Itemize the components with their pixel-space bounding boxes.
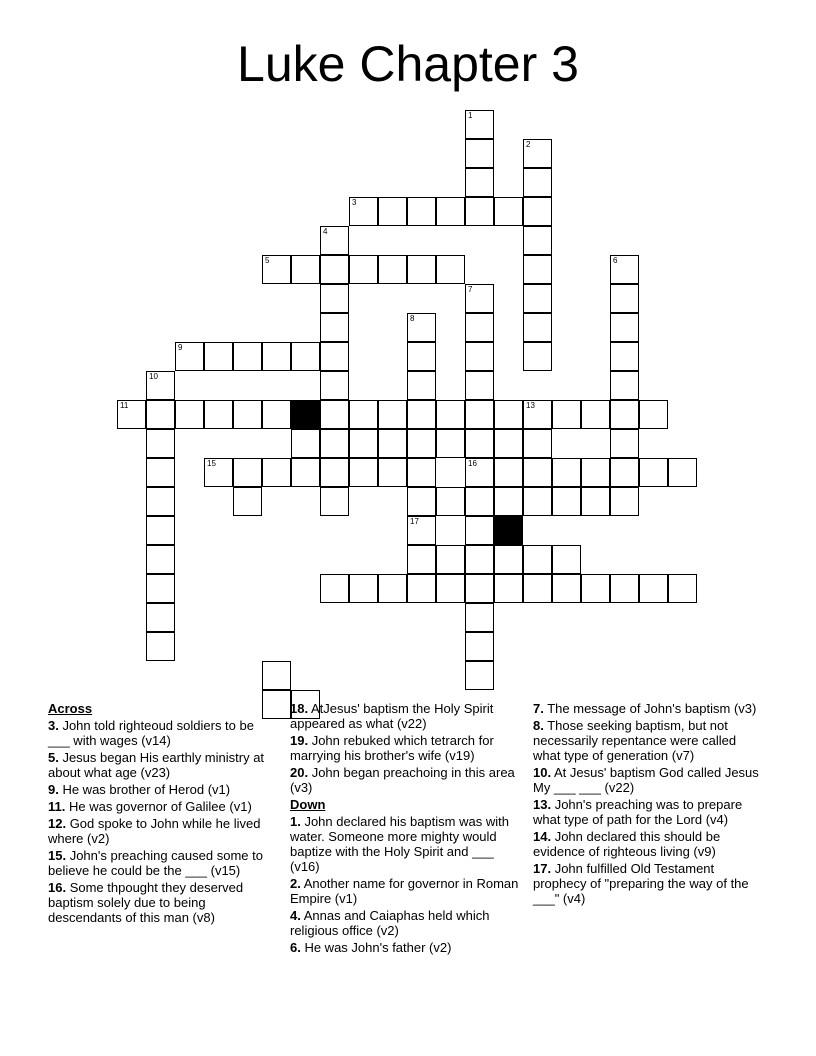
grid-cell[interactable]	[465, 545, 494, 574]
clue-item	[48, 848, 270, 878]
grid-cell[interactable]	[552, 400, 581, 429]
clue-item-number: 3.	[48, 718, 59, 733]
clue-item-number: 6.	[290, 940, 301, 955]
clue-number: 10	[149, 372, 158, 381]
grid-cell[interactable]	[233, 400, 262, 429]
black-cell	[291, 400, 320, 429]
grid-cell[interactable]	[407, 313, 436, 342]
clue-number: 13	[526, 401, 535, 410]
grid-cell[interactable]	[581, 487, 610, 516]
clue-item-text: At Jesus' baptism God called Jesus My ___ ___ (v22)	[533, 765, 759, 795]
grid-cell[interactable]	[320, 574, 349, 603]
down-header: Down	[290, 797, 326, 812]
page-title: Luke Chapter 3	[237, 36, 579, 92]
clue-item	[290, 908, 522, 938]
clue-number: 4	[323, 227, 328, 236]
clue-item	[48, 816, 270, 846]
grid-cell[interactable]	[349, 400, 378, 429]
grid-cell[interactable]	[349, 197, 378, 226]
grid-cell[interactable]	[552, 574, 581, 603]
clue-item-number: 15.	[48, 848, 67, 863]
grid-cell[interactable]	[291, 255, 320, 284]
grid-cell[interactable]	[465, 516, 494, 545]
clue-item-text: John fulfilled Old Testament prophecy of "preparing the way of the ___" (v4)	[533, 861, 749, 906]
grid-cell[interactable]	[523, 168, 552, 197]
clue-item-number: 10.	[533, 765, 552, 780]
clue-item-number: 9.	[48, 782, 59, 797]
clue-number: 9	[178, 343, 183, 352]
grid-cell[interactable]	[320, 400, 349, 429]
clue-item-number: 12.	[48, 816, 67, 831]
grid-cell[interactable]	[465, 487, 494, 516]
grid-cell[interactable]	[407, 516, 436, 545]
clue-item	[48, 782, 270, 797]
grid-cell[interactable]	[494, 197, 523, 226]
grid-cell[interactable]	[378, 429, 407, 458]
grid-cell[interactable]	[465, 284, 494, 313]
grid-cell[interactable]	[146, 574, 175, 603]
grid-cell[interactable]	[610, 284, 639, 313]
clue-item	[48, 750, 270, 780]
grid-cell[interactable]	[146, 371, 175, 400]
clue-item-number: 16.	[48, 880, 67, 895]
clue-item	[533, 829, 765, 859]
grid-cell[interactable]	[610, 429, 639, 458]
clue-item-text: John began preachoing in this area (v3)	[290, 765, 515, 795]
clue-number: 16	[468, 459, 477, 468]
grid-cell[interactable]	[552, 545, 581, 574]
clue-number: 8	[410, 314, 415, 323]
grid-cell[interactable]	[204, 400, 233, 429]
grid-cell[interactable]	[146, 400, 175, 429]
grid-cell[interactable]	[175, 400, 204, 429]
clue-item-text: John declared this should be evidence of righteous living (v9)	[533, 829, 721, 859]
clue-item-number: 11.	[48, 799, 66, 814]
grid-cell[interactable]	[262, 342, 291, 371]
grid-cell[interactable]	[610, 371, 639, 400]
clue-item	[290, 940, 522, 955]
grid-cell[interactable]	[465, 574, 494, 603]
grid-cell[interactable]	[523, 197, 552, 226]
grid-cell[interactable]	[610, 458, 639, 487]
grid-cell[interactable]	[494, 545, 523, 574]
clue-item-number: 18.	[290, 701, 309, 716]
grid-cell[interactable]	[465, 110, 494, 139]
clue-item	[290, 733, 522, 763]
grid-cell[interactable]	[407, 342, 436, 371]
clue-item	[48, 799, 270, 814]
grid-cell[interactable]	[233, 487, 262, 516]
grid-cell[interactable]	[523, 458, 552, 487]
clue-number: 3	[352, 198, 357, 207]
grid-cell[interactable]	[320, 284, 349, 313]
grid-cell[interactable]	[233, 458, 262, 487]
grid-cell[interactable]	[349, 429, 378, 458]
grid-cell[interactable]	[581, 574, 610, 603]
grid-cell[interactable]	[465, 139, 494, 168]
grid-cell[interactable]	[407, 574, 436, 603]
grid-cell[interactable]	[610, 487, 639, 516]
clue-number: 5	[265, 256, 270, 265]
clue-item	[290, 701, 522, 731]
grid-cell[interactable]	[320, 429, 349, 458]
grid-cell[interactable]	[262, 458, 291, 487]
grid-cell[interactable]	[494, 487, 523, 516]
clue-item	[290, 814, 522, 874]
clue-item-text: John's preaching was to prepare what type of path for the Lord (v4)	[533, 797, 743, 827]
grid-cell[interactable]	[146, 429, 175, 458]
grid-cell[interactable]	[146, 632, 175, 661]
clue-item	[533, 718, 765, 763]
grid-cell[interactable]	[523, 255, 552, 284]
grid-cell[interactable]	[407, 458, 436, 487]
grid-cell[interactable]	[494, 429, 523, 458]
grid-cell[interactable]	[378, 400, 407, 429]
grid-cell[interactable]	[610, 400, 639, 429]
grid-cell[interactable]	[639, 574, 668, 603]
clue-item-text: Some thpought they deserved baptism solely due to being descendants of this man (v8)	[48, 880, 244, 925]
clue-item-number: 20.	[290, 765, 309, 780]
clue-item-text: John rebuked which tetrarch for marrying his brother's wife (v19)	[290, 733, 494, 763]
clue-item-text: Another name for governor in Roman Empire (v1)	[290, 876, 519, 906]
clue-number: 6	[613, 256, 618, 265]
grid-cell[interactable]	[436, 197, 465, 226]
grid-cell[interactable]	[465, 661, 494, 690]
grid-cell[interactable]	[465, 458, 494, 487]
grid-cell[interactable]	[320, 255, 349, 284]
clue-item-text: John told righteoud soldiers to be ___ with wages (v14)	[48, 718, 254, 748]
grid-cell[interactable]	[465, 603, 494, 632]
grid-cell[interactable]	[407, 429, 436, 458]
grid-cell[interactable]	[146, 458, 175, 487]
clue-item-text: He was John's father (v2)	[300, 940, 452, 955]
grid-cell[interactable]	[291, 458, 320, 487]
clue-item-text: John's preaching caused some to believe he could be the ___ (v15)	[48, 848, 263, 878]
grid-cell[interactable]	[175, 342, 204, 371]
grid-cell[interactable]	[204, 458, 233, 487]
grid-cell[interactable]	[610, 255, 639, 284]
clue-number: 15	[207, 459, 216, 468]
grid-cell[interactable]	[610, 313, 639, 342]
grid-cell[interactable]	[320, 487, 349, 516]
clue-column-1	[48, 701, 270, 927]
grid-cell[interactable]	[407, 400, 436, 429]
grid-cell[interactable]	[436, 400, 465, 429]
grid-cell[interactable]	[349, 458, 378, 487]
clue-item-number: 1.	[290, 814, 301, 829]
clue-item-text: Those seeking baptism, but not necessarily repentance were called what type of generation (v7)	[533, 718, 737, 763]
clue-column-2	[290, 701, 522, 957]
clue-item-number: 2.	[290, 876, 301, 891]
grid-cell[interactable]	[523, 574, 552, 603]
grid-cell[interactable]	[262, 400, 291, 429]
clue-item	[290, 876, 522, 906]
clue-item-text: Jesus began His earthly ministry at about what age (v23)	[48, 750, 265, 780]
grid-cell[interactable]	[610, 574, 639, 603]
grid-cell[interactable]	[668, 574, 697, 603]
across-header: Across	[48, 701, 93, 716]
grid-cell[interactable]	[523, 226, 552, 255]
clue-number: 12	[294, 401, 303, 410]
grid-cell[interactable]	[146, 516, 175, 545]
grid-cell[interactable]	[291, 342, 320, 371]
grid-cell[interactable]	[668, 458, 697, 487]
clue-item-text: He was brother of Herod (v1)	[58, 782, 231, 797]
clue-column-3	[533, 701, 765, 908]
grid-cell[interactable]	[465, 429, 494, 458]
grid-cell[interactable]	[465, 197, 494, 226]
grid-cell[interactable]	[233, 342, 262, 371]
grid-cell[interactable]	[407, 197, 436, 226]
grid-cell[interactable]	[320, 313, 349, 342]
grid-cell[interactable]	[407, 487, 436, 516]
clue-item	[533, 861, 765, 906]
grid-cell[interactable]	[465, 313, 494, 342]
grid-cell[interactable]	[262, 255, 291, 284]
grid-cell[interactable]	[436, 574, 465, 603]
grid-cell[interactable]	[523, 342, 552, 371]
grid-cell[interactable]	[349, 574, 378, 603]
grid-cell[interactable]	[552, 458, 581, 487]
grid-cell[interactable]	[320, 371, 349, 400]
grid-cell[interactable]	[581, 400, 610, 429]
clue-item-text: The message of John's baptism (v3)	[543, 701, 757, 716]
grid-cell[interactable]	[378, 255, 407, 284]
grid-cell[interactable]	[407, 371, 436, 400]
clue-item-number: 17.	[533, 861, 552, 876]
clue-item-number: 13.	[533, 797, 552, 812]
grid-cell[interactable]	[465, 168, 494, 197]
clue-item	[533, 765, 765, 795]
grid-cell[interactable]	[436, 545, 465, 574]
grid-cell[interactable]	[465, 371, 494, 400]
grid-cell[interactable]	[349, 255, 378, 284]
grid-cell[interactable]	[523, 139, 552, 168]
grid-cell[interactable]	[407, 545, 436, 574]
grid-cell[interactable]	[436, 255, 465, 284]
grid-cell[interactable]	[407, 255, 436, 284]
clue-item	[48, 880, 270, 925]
grid-cell[interactable]	[436, 487, 465, 516]
grid-cell[interactable]	[262, 661, 291, 690]
clue-item-number: 4.	[290, 908, 301, 923]
clue-item-number: 19.	[290, 733, 309, 748]
grid-cell[interactable]	[523, 313, 552, 342]
clue-item-text: Annas and Caiaphas held which religious office (v2)	[290, 908, 490, 938]
clue-item-text: God spoke to John while he lived where (v2)	[48, 816, 261, 846]
clue-item-number: 5.	[48, 750, 59, 765]
clue-item-number: 14.	[533, 829, 552, 844]
clue-number: 1	[468, 111, 473, 120]
grid-cell[interactable]	[552, 487, 581, 516]
clue-item-text: AtJesus' baptism the Holy Spirit appeared as what (v22)	[290, 701, 494, 731]
grid-cell[interactable]	[378, 197, 407, 226]
grid-cell[interactable]	[146, 545, 175, 574]
grid-cell[interactable]	[320, 226, 349, 255]
clue-item-number: 7.	[533, 701, 544, 716]
grid-cell[interactable]	[291, 429, 320, 458]
clue-item	[533, 701, 765, 716]
grid-cell[interactable]	[378, 458, 407, 487]
grid-cell[interactable]	[610, 342, 639, 371]
clue-item	[290, 765, 522, 795]
grid-cell[interactable]	[581, 458, 610, 487]
grid-cell[interactable]	[523, 429, 552, 458]
clue-item-text: John declared his baptism was with water. Someone more mighty would baptize with the Holy Spirit and ___ (v16)	[290, 814, 509, 874]
grid-cell[interactable]	[436, 429, 465, 458]
grid-cell[interactable]	[639, 458, 668, 487]
grid-cell[interactable]	[639, 400, 668, 429]
grid-cell[interactable]	[494, 574, 523, 603]
grid-cell[interactable]	[320, 342, 349, 371]
clue-number: 17	[410, 517, 419, 526]
grid-cell[interactable]	[523, 487, 552, 516]
grid-cell[interactable]	[523, 400, 552, 429]
grid-cell[interactable]	[494, 400, 523, 429]
clue-item	[48, 718, 270, 748]
grid-cell[interactable]	[146, 487, 175, 516]
clue-item-text: He was governor of Galilee (v1)	[65, 799, 252, 814]
grid-cell[interactable]	[523, 545, 552, 574]
grid-cell[interactable]	[465, 632, 494, 661]
grid-cell[interactable]	[465, 342, 494, 371]
clue-item-number: 8.	[533, 718, 544, 733]
grid-cell[interactable]	[146, 603, 175, 632]
grid-cell[interactable]	[523, 284, 552, 313]
grid-cell[interactable]	[465, 400, 494, 429]
grid-cell[interactable]	[378, 574, 407, 603]
grid-cell[interactable]	[204, 342, 233, 371]
clue-number: 11	[120, 401, 129, 410]
clue-item	[533, 797, 765, 827]
clue-number: 7	[468, 285, 473, 294]
grid-cell[interactable]	[117, 400, 146, 429]
grid-cell[interactable]	[494, 458, 523, 487]
clue-number: 2	[526, 140, 531, 149]
black-cell	[494, 516, 523, 545]
grid-cell[interactable]	[320, 458, 349, 487]
